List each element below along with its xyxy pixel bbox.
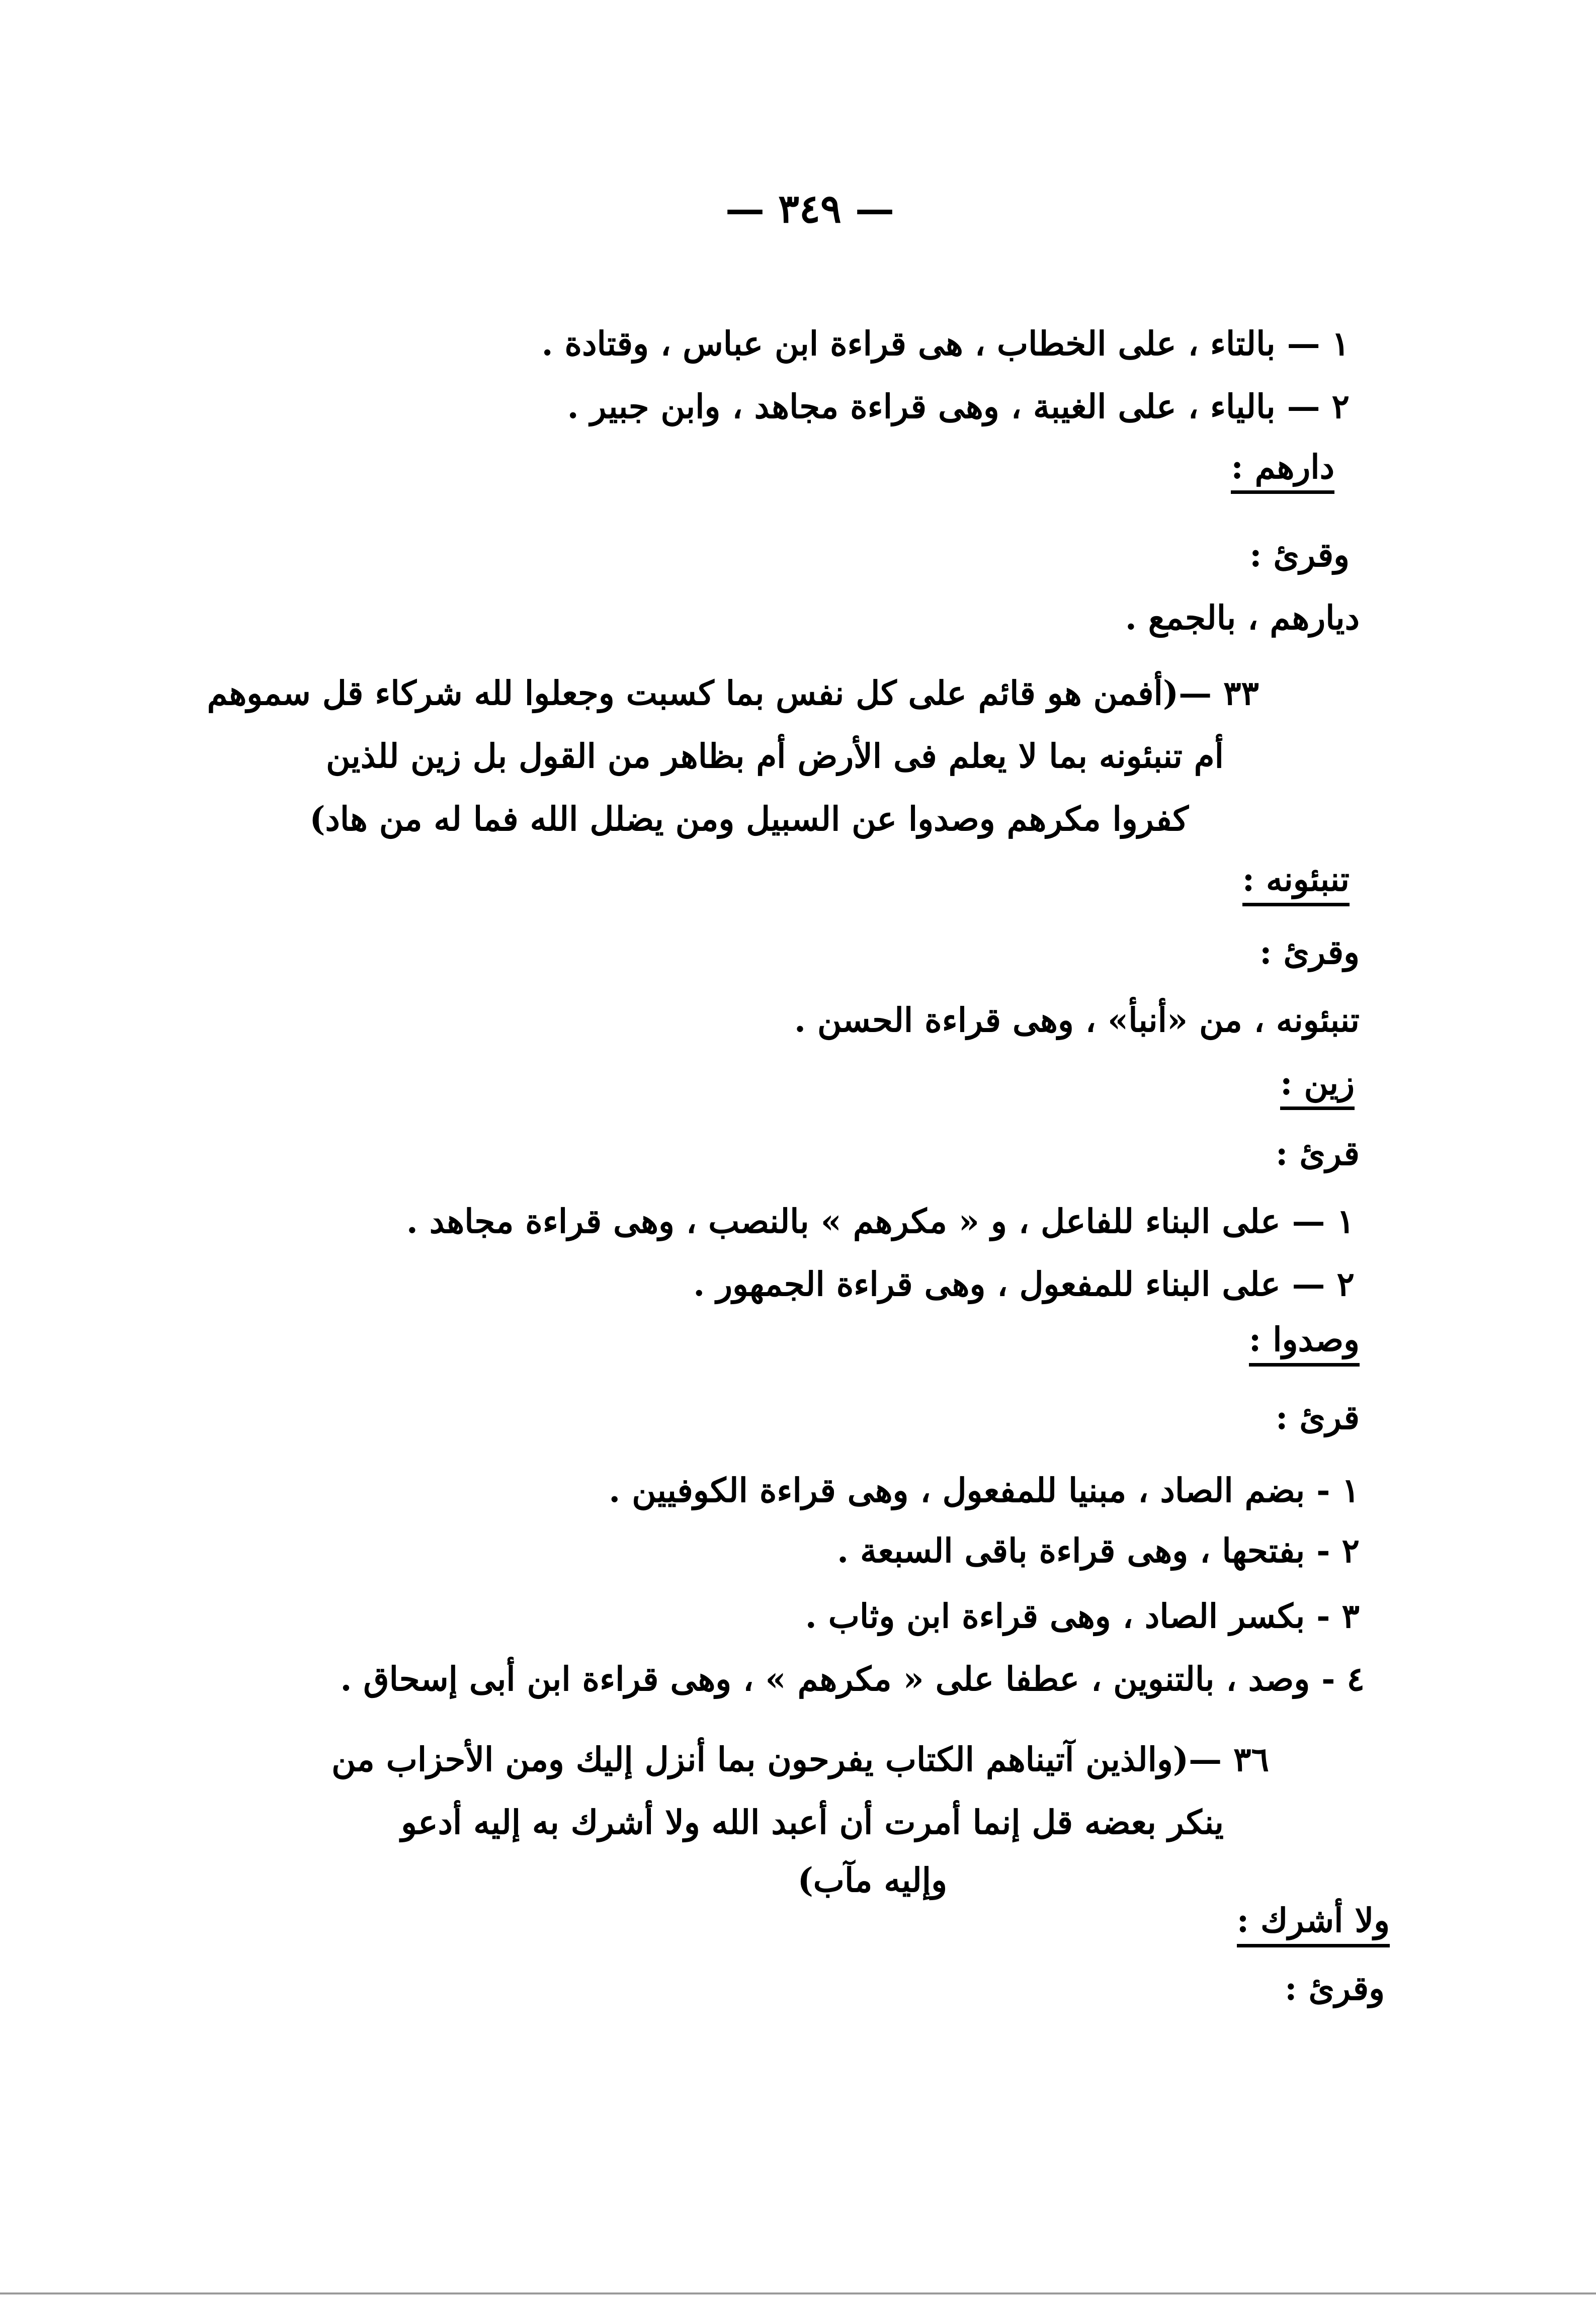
reading-item-1: ١ - بضم الصاد ، مبنيا للمفعول ، وهى قراءة الكوفيين . [609,1471,1360,1510]
word-heading-darahum: دارهم : [1231,450,1334,494]
verse-36-line: ينكر بعضه قل إنما أمرت أن أعبد الله ولا أشرك به إليه أدعو [401,1803,1224,1842]
word-heading-tunabbiunahu: تنبئونه : [1242,863,1350,906]
page-number: — ٣٤٩ — [725,186,894,232]
verse-36-line: وإليه مآب) [797,1860,947,1900]
reading-note: تنبئونه ، من «أنبأ» ، وهى قراءة الحسن . [794,1000,1360,1040]
qurie-label: قرئ : [1276,1134,1360,1173]
reading-item-3: ٣ - بكسر الصاد ، وهى قراءة ابن وثاب . [805,1596,1360,1636]
verse-33-line: كفروا مكرهم وصدوا عن السبيل ومن يضلل الله فما له من هاد) [309,799,1189,838]
qurie-label: قرئ : [1276,1398,1360,1437]
page-bottom-edge [0,2292,1596,2294]
reading-item-1: ١ — على البناء للفاعل ، و « مكرهم » بالنصب ، وهى قراءة مجاهد . [406,1202,1355,1241]
word-heading-suddu: وصدوا : [1249,1323,1360,1367]
qurie-label: وقرئ : [1285,1969,1385,2008]
verse-33-line: ٣٣ —(أفمن هو قائم على كل نفس بما كسبت وجعلوا لله شركاء قل سموهم [207,673,1259,713]
reading-item-4: ٤ - وصد ، بالتنوين ، عطفا على « مكرهم » ، وهى قراءة ابن أبى إسحاق . [340,1659,1365,1698]
qurie-label: وقرئ : [1249,535,1350,574]
word-heading-la-ushrik: ولا أشرك : [1237,1904,1390,1947]
verse-33-line: أم تنبئونه بما لا يعلم فى الأرض أم بظاهر من القول بل زين للذين [326,736,1224,776]
reading-item-2: ٢ — على البناء للمفعول ، وهى قراءة الجمهور . [693,1264,1355,1304]
reading-item-1: ١ — بالتاء ، على الخطاب ، هى قراءة ابن عباس ، وقتادة . [541,324,1350,363]
reading-item-2: ٢ - بفتحها ، وهى قراءة باقى السبعة . [837,1531,1360,1570]
word-heading-zuyyina: زين : [1280,1066,1355,1110]
verse-36-line: ٣٦ —(والذين آتيناهم الكتاب يفرحون بما أنزل إليك ومن الأحزاب من [331,1740,1269,1779]
reading-note: ديارهم ، بالجمع . [1125,598,1360,637]
qurie-label: وقرئ : [1259,932,1360,972]
reading-item-2: ٢ — بالياء ، على الغيبة ، وهى قراءة مجاهد ، وابن جبير . [567,387,1350,426]
